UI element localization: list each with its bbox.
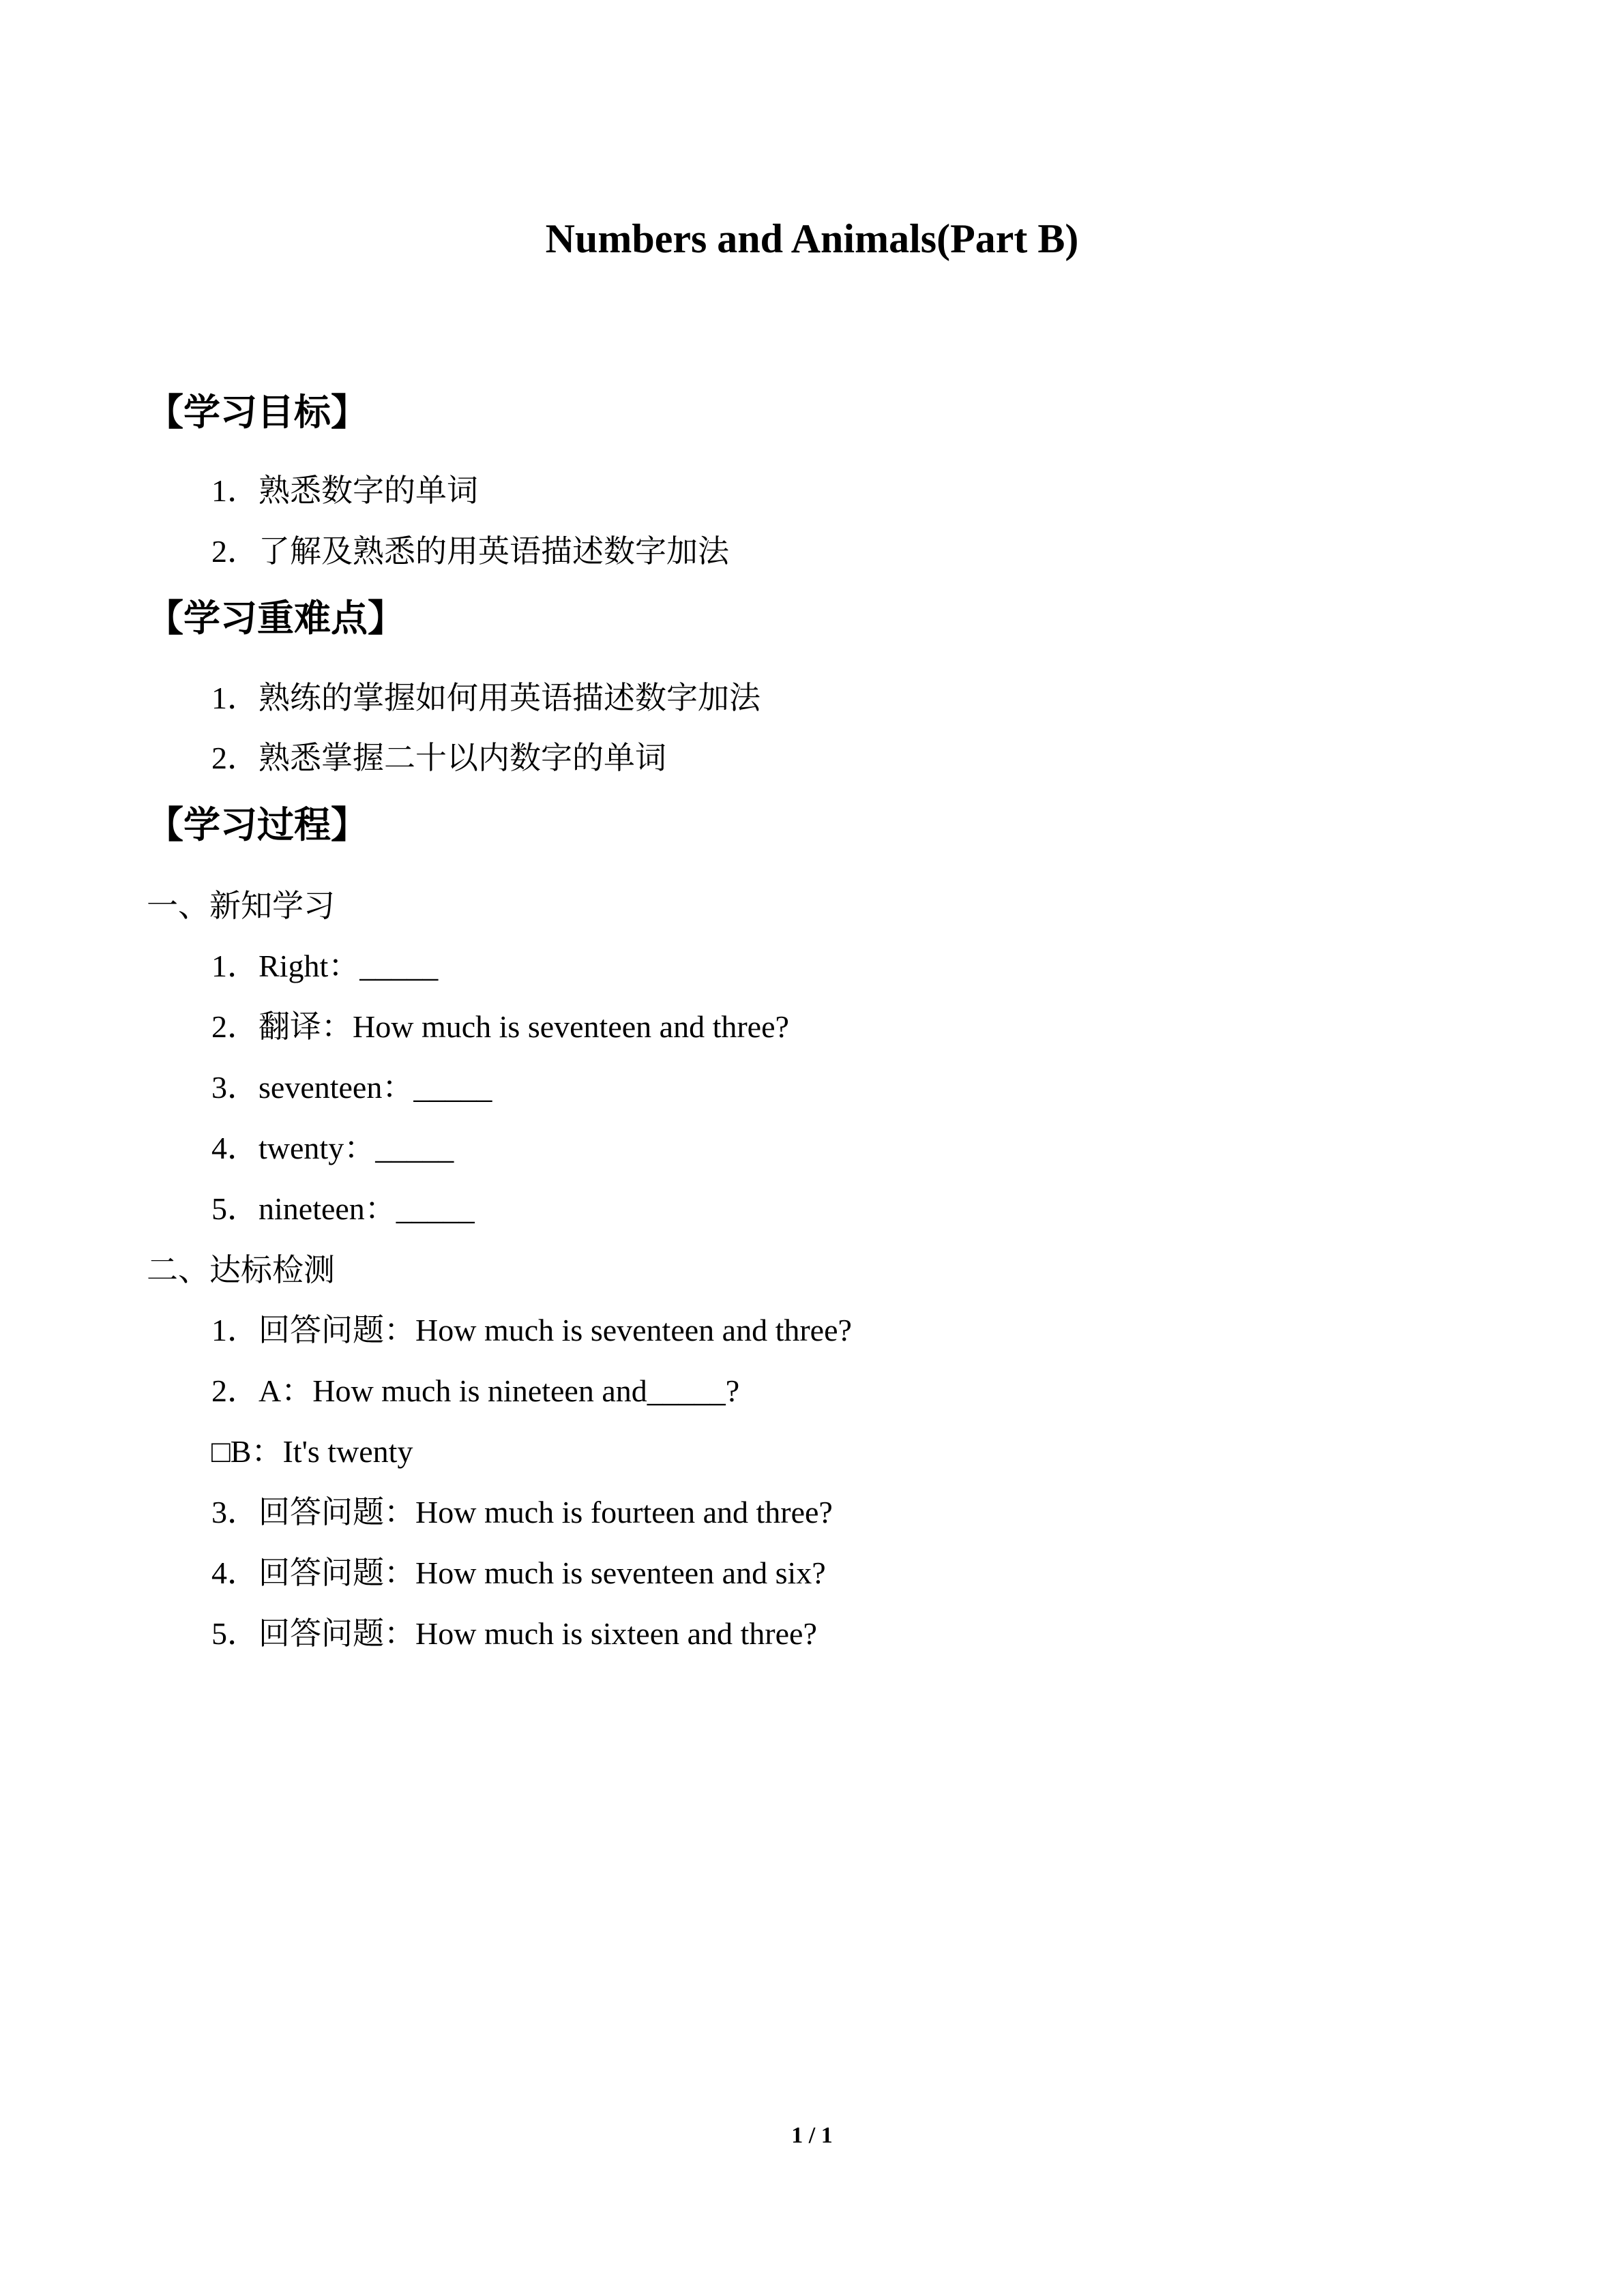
page-number: 1 / 1	[791, 2123, 833, 2148]
page-title: Numbers and Animals(Part B)	[545, 216, 1079, 261]
part2-item-2b: □B：It's twenty	[211, 1434, 413, 1469]
part1-item-2: 2．翻译：How much is seventeen and three?	[211, 1009, 789, 1044]
part2-label: 二、达标检测	[147, 1251, 335, 1288]
section-heading-key-points: 【学习重难点】	[147, 597, 404, 640]
part2-item-3: 3．回答问题：How much is fourteen and three?	[211, 1495, 833, 1530]
goal-item-1: 1．熟悉数字的单词	[211, 473, 478, 508]
part2-item-5: 5．回答问题：How much is sixteen and three?	[211, 1616, 817, 1651]
part1-item-4: 4．twenty：_____	[211, 1131, 454, 1165]
part1-item-3: 3．seventeen：_____	[211, 1070, 492, 1105]
part1-item-1: 1．Right：_____	[211, 949, 439, 983]
goal-item-2: 2．了解及熟悉的用英语描述数字加法	[211, 534, 729, 569]
part1-label: 一、新知学习	[147, 887, 335, 924]
part2-item-1: 1．回答问题：How much is seventeen and three?	[211, 1313, 852, 1347]
part2-item-2: 2．A：How much is nineteen and_____?	[211, 1373, 740, 1408]
section-heading-process: 【学习过程】	[147, 803, 368, 846]
section-heading-goals: 【学习目标】	[147, 391, 368, 434]
key-point-item-1: 1．熟练的掌握如何用英语描述数字加法	[211, 681, 761, 715]
part2-item-4: 4．回答问题：How much is seventeen and six?	[211, 1555, 826, 1590]
key-point-item-2: 2．熟悉掌握二十以内数字的单词	[211, 741, 666, 775]
part1-item-5: 5．nineteen：_____	[211, 1191, 475, 1226]
